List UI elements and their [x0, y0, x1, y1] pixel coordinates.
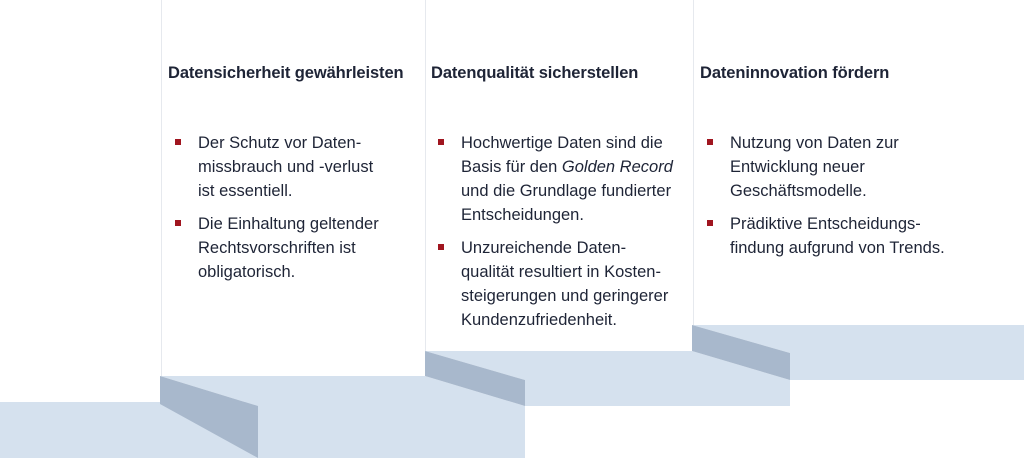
- bullet-list: [168, 131, 379, 293]
- list-item: [168, 212, 379, 284]
- bullet-list: [700, 131, 945, 269]
- item-line: Kundenzufriedenheit.: [461, 311, 617, 329]
- item-line: missbrauch und -verlust: [198, 158, 374, 176]
- item-line: Prädiktive Entscheidungs-: [730, 215, 921, 233]
- item-emphasis: Golden Record: [561, 158, 673, 176]
- item-line: obligatorisch.: [198, 263, 296, 281]
- bullet-square-icon: [707, 220, 713, 226]
- item-line: Nutzung von Daten zur: [730, 134, 899, 152]
- bullet-square-icon: [438, 139, 444, 145]
- list-item: [431, 131, 673, 227]
- item-line: Hochwertige Daten sind die: [461, 134, 663, 152]
- column-divider-1: [161, 0, 162, 376]
- item-line: Entwicklung neuer: [730, 158, 865, 176]
- item-line: Die Einhaltung geltender: [198, 215, 379, 233]
- column-title: Datensicherheit gewährleisten: [168, 64, 404, 82]
- bullet-list: [431, 131, 673, 341]
- item-line: Rechtsvorschriften ist: [198, 239, 356, 257]
- item-line: steigerungen und geringerer: [461, 287, 669, 305]
- list-item: [168, 131, 379, 203]
- bullet-square-icon: [438, 244, 444, 250]
- column-title: Dateninnovation fördern: [700, 64, 890, 82]
- item-line: Entscheidungen.: [461, 206, 584, 224]
- list-item: [431, 236, 673, 332]
- column-divider-3: [693, 0, 694, 325]
- item-line: Unzureichende Daten-: [461, 239, 627, 257]
- column-divider-2: [425, 0, 426, 351]
- list-item: [700, 212, 945, 260]
- item-line: Der Schutz vor Daten-: [198, 134, 362, 152]
- item-line: Geschäftsmodelle.: [730, 182, 867, 200]
- step-3-floor: [790, 353, 1024, 380]
- list-item: [700, 131, 945, 203]
- item-line: Basis für den: [461, 158, 562, 176]
- bullet-square-icon: [707, 139, 713, 145]
- bullet-square-icon: [175, 139, 181, 145]
- bullet-square-icon: [175, 220, 181, 226]
- column-title: Datenqualität sicherstellen: [431, 64, 639, 82]
- item-line: findung aufgrund von Trends.: [730, 239, 945, 257]
- item-line: qualität resultiert in Kosten-: [461, 263, 661, 281]
- step-1-floor: [258, 406, 525, 458]
- item-line: und die Grundlage fundierter: [461, 182, 672, 200]
- step-2-floor: [525, 380, 790, 406]
- item-line: ist essentiell.: [198, 182, 293, 200]
